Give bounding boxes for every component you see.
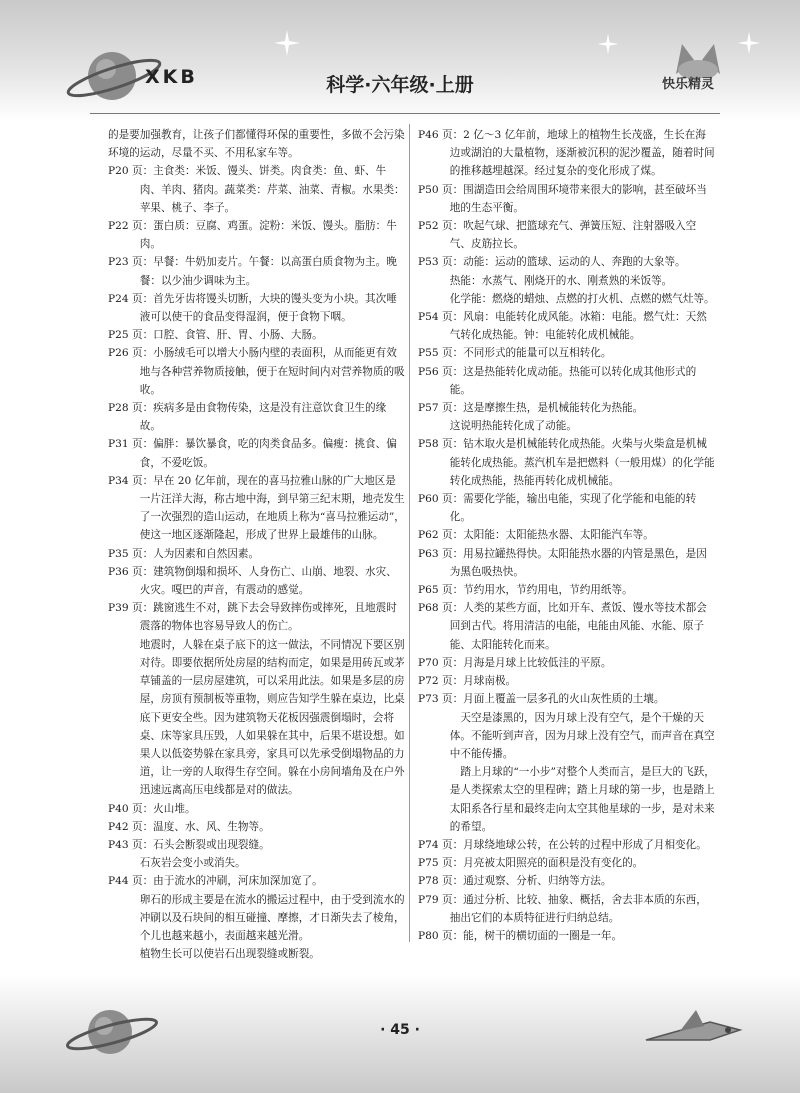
page-title: 科学·六年级·上册 — [326, 74, 474, 96]
answer-entry: P55 页：不同形式的能量可以互相转化。 — [418, 347, 612, 360]
answer-entry: P52 页：吹起气球、把篮球充气、弹簧压短、注射器吸入空气、皮筋拉长。 — [418, 220, 697, 251]
answer-entry: P54 页：风扇：电能转化成风能。冰箱：电能。燃气灶：天然气转化成热能。钟：电能转化成机械能。 — [418, 311, 707, 342]
answer-entry: P28 页：疾病多是由食物传染，这是没有注意饮食卫生的缘故。 — [108, 402, 387, 433]
answer-entry: P58 页：钻木取火是机械能转化成热能。火柴与火柴盒是机械能转化成热能。蒸汽机车是把燃料（一般用煤）的化学能转化成热能，热能再转化成机械能。 — [418, 438, 715, 487]
answer-entry: P70 页：月海是月球上比较低洼的平原。 — [418, 656, 612, 669]
series-logo: XKB — [145, 66, 198, 88]
answer-entry: P60 页：需要化学能，输出电能，实现了化学能和电能的转化。 — [418, 493, 697, 524]
answer-paragraph: 植物生长可以使岩石出现裂缝或断裂。 — [139, 948, 320, 961]
answer-entry: P34 页：早在 20 亿年前，现在的喜马拉雅山脉的广大地区是一片汪洋大海，称古地中海，到早第三纪末期，地壳发生了一次强烈的造山运动，在地质上称为“喜马拉雅运动”，使这一地区逐渐隆起，形成了世界上最雄伟的山脉。 — [108, 474, 405, 542]
answer-entry: P39 页：跳窗逃生不对，跳下去会导致摔伤或摔死，且地震时震落的物体也容易导致人的伤亡。 — [108, 602, 397, 633]
answer-entry: P56 页：这是热能转化成动能。热能可以转化成其他形式的能。 — [418, 365, 697, 396]
answer-entry: P31 页：偏胖：暴饮暴食，吃的肉类食品多。偏瘦：挑食、偏食，不爱吃饭。 — [108, 438, 397, 469]
column-divider — [409, 124, 410, 942]
mascot-icon — [668, 38, 728, 78]
answer-column-left — [108, 126, 406, 963]
answer-entry: P79 页：通过分析、比较、抽象、概括，舍去非本质的东西，抽出它们的本质特征进行归纳总结。 — [418, 893, 707, 924]
answer-entry: P53 页：动能：运动的篮球、运动的人、奔跑的大象等。 — [418, 256, 686, 269]
answer-entry: P43 页：石头会断裂或出现裂缝。 — [108, 838, 270, 851]
answer-entry: P57 页：这是摩擦生热，是机械能转化为热能。 — [418, 402, 644, 415]
answer-entry: P44 页：由于流水的冲刷，河床加深加宽了。 — [108, 875, 323, 888]
answer-entry: P63 页：用易拉罐热得快。太阳能热水器的内管是黑色，是因为黑色吸热快。 — [418, 547, 707, 578]
answer-paragraph: 热能：水蒸气、刚烧开的水、刚煮熟的米饭等。 — [449, 274, 673, 287]
answer-entry: P25 页：口腔、食管、肝、胃、小肠、大肠。 — [108, 329, 323, 342]
answer-entry: P62 页：太阳能：太阳能热水器、太阳能汽车等。 — [418, 529, 654, 542]
sparkle-icon — [272, 28, 302, 58]
answer-paragraph: 卵石的形成主要是在流水的搬运过程中，由于受到流水的冲刷以及石块间的相互碰撞、摩擦，才日渐失去了棱角，个儿也越来越小，表面越来越光滑。 — [139, 893, 405, 942]
answer-paragraph: 这说明热能转化成了动能。 — [449, 420, 577, 433]
answer-entry: P26 页：小肠绒毛可以增大小肠内壁的表面积，从而能更有效地与各种营养物质接触，便于在短时间内对营养物质的吸收。 — [108, 347, 405, 396]
answer-entry: P74 页：月球绕地球公转，在公转的过程中形成了月相变化。 — [418, 838, 707, 851]
answer-paragraph: 石灰岩会变小或消失。 — [139, 857, 246, 870]
answer-entry: P36 页：建筑物倒塌和损坏、人身伤亡、山崩、地裂、水灾、火灾。嘎巴的声音，有震动的感觉。 — [108, 565, 397, 597]
answer-column-right — [418, 126, 716, 945]
sparkle-icon — [736, 30, 762, 56]
mascot-label: 快乐精灵 — [662, 77, 715, 92]
answer-entry: P35 页：人为因素和自然因素。 — [108, 547, 260, 560]
answer-entry: P46 页：2 亿～3 亿年前，地球上的植物生长茂盛，生长在海边或湖泊的大量植物，逐渐被沉积的泥沙覆盖，随着时间的推移越埋越深。经过复杂的变化形成了煤。 — [418, 129, 715, 178]
answer-entry: P22 页：蛋白质：豆腐、鸡蛋。淀粉：米饭、馒头。脂肪：牛肉。 — [108, 220, 397, 251]
title-divider — [90, 113, 720, 114]
page-number: · 45 · — [380, 1022, 420, 1038]
answer-entry: P78 页：通过观察、分析、归纳等方法。 — [418, 875, 612, 888]
answer-entry: P75 页：月亮被太阳照亮的面积是没有变化的。 — [418, 857, 644, 870]
answer-entry: P68 页：人类的某些方面，比如开车、煮饭、馒水等技术都会回到古代。将用清洁的电能，电能由风能、水能、原子能、太阳能转化而来。 — [418, 602, 707, 651]
answer-entry: P23 页：早餐：牛奶加麦片。午餐：以高蛋白质食物为主。晚餐：以少油少调味为主。 — [108, 256, 397, 287]
answer-entry: P24 页：首先牙齿将馒头切断，大块的馒头变为小块。其次唾液可以使干的食品变得湿润，便于食物下咽。 — [108, 292, 397, 324]
sparkle-icon — [596, 32, 620, 56]
answer-entry: P20 页：主食类：米饭、馒头、饼类。肉食类：鱼、虾、牛肉、羊肉、猪肉。蔬菜类：芹菜、油菜、青椒。水果类：苹果、桃子、李子。 — [108, 165, 405, 214]
answer-paragraph: 化学能：燃烧的蜡烛、点燃的打火机、点燃的燃气灶等。 — [449, 292, 715, 305]
answer-entry: P40 页：火山堆。 — [108, 802, 196, 815]
answer-entry: P50 页：围湖造田会给周围环境带来很大的影响，甚至破坏当地的生态平衡。 — [418, 183, 707, 214]
answer-paragraph: 地震时，人躲在桌子底下的这一做法，不同情况下要区别对待。即要依据所处房屋的结构而定，如果是用砖瓦或茅草铺盖的一层房屋建筑，可以采用此法。如果是多层的房屋，房顶有预制板等重物，则应告知学生躲在桌边，比桌底下更安全些。因为建筑物天花板因强震倒塌时，会将桌、床等家具压毁，人如果躲在其中，后果不堪设想。如果人以低姿势躲在家具旁，家具可以先承受倒塌物品的力道，让一旁的人取得生存空间。躲在小房间墙角及在户外迅速远离高压电线都是对的做法。 — [139, 638, 405, 797]
answer-continuation: 的是要加强教育，让孩子们都懂得环保的重要性，多做不会污染环境的运动，尽量不买、不用私家车等。 — [108, 129, 405, 160]
answer-entry: P73 页：月面上覆盖一层多孔的火山灰性质的土壤。 — [418, 693, 665, 706]
answer-entry: P80 页：能，树干的横切面的一圈是一年。 — [418, 929, 623, 942]
answer-entry: P42 页：温度、水、风、生物等。 — [108, 820, 270, 833]
answer-entry: P72 页：月球南极。 — [418, 675, 517, 688]
answer-paragraph: 踏上月球的“一小步”对整个人类而言，是巨大的飞跃，是人类探索太空的里程碑；踏上月球的第一步，也是踏上太阳系各行星和最终走向太空其他星球的一步，是对未来的希望。 — [449, 766, 715, 833]
answer-entry: P65 页：节约用水，节约用电，节约用纸等。 — [418, 584, 633, 597]
answer-paragraph: 天空是漆黑的，因为月球上没有空气，是个干燥的天体。不能听到声音，因为月球上没有空气，而声音在真空中不能传播。 — [449, 711, 715, 760]
